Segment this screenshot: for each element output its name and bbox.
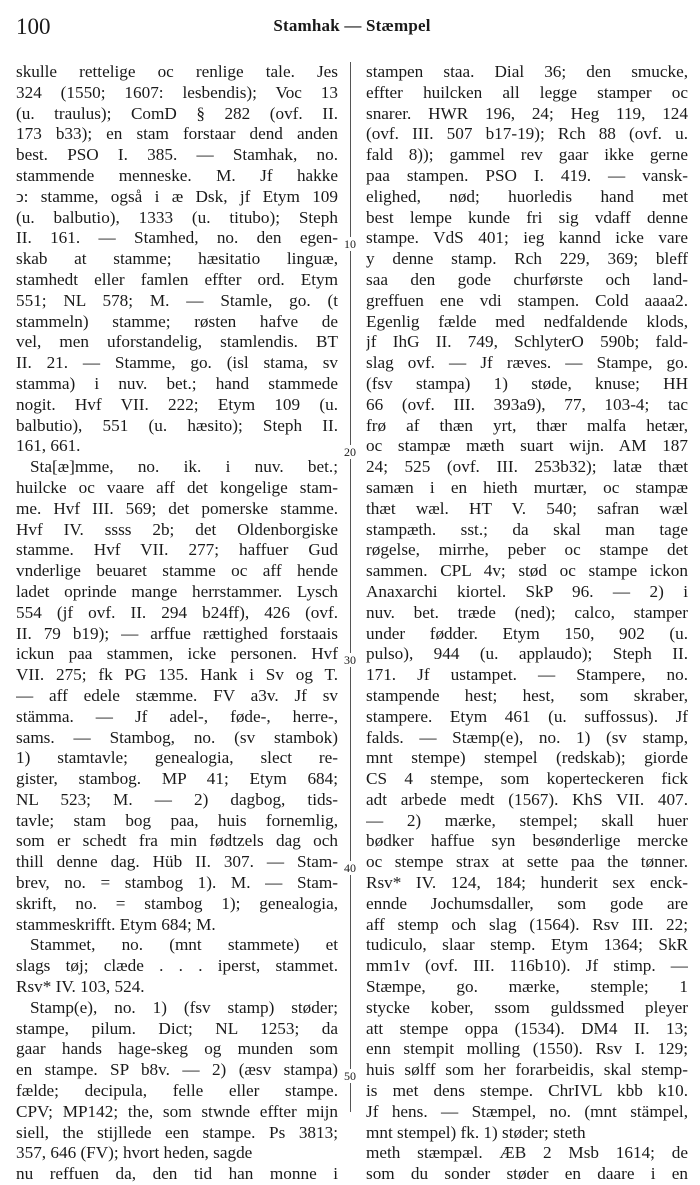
text-line: me. Hvf III. 569; det pomerske stamme. [16, 498, 338, 518]
text-line: II. 161. — Stamhed, no. den egen- [16, 228, 338, 248]
text-line: skab at stamme; hæsitatio linguæ, [16, 249, 338, 269]
right-column [366, 62, 688, 1185]
text-line: skrift, no. = stambog 1); genealogia, [16, 893, 338, 913]
text-line: Rsv* IV. 103, 524. [16, 977, 145, 997]
text-line: Egenlig fælde med nedfaldende klods, [366, 311, 688, 331]
text-line: — 2) mærke, stempel; skall huer [366, 810, 688, 830]
text-line: huilcke oc vaare aff det kongelige stam- [16, 477, 338, 497]
column-rule [350, 62, 351, 1112]
line-number-30: 30 [341, 653, 359, 667]
text-line: stammende menneske. M. Jf hakke [16, 165, 338, 185]
text-line: stamma) i nuv. bet.; hand stammede [16, 373, 338, 393]
text-line: best. PSO I. 385. — Stamhak, no. [16, 145, 338, 165]
text-line: røgelse, mirrhe, peber oc stampe det [366, 540, 688, 560]
text-line: fald 8)); gammel rev gaar ikke gerne [366, 145, 688, 165]
text-line: ickun paa stammen, icke personen. Hvf [16, 644, 338, 664]
text-line: oc stempe strax at sette paa the tønner. [366, 852, 688, 872]
text-line: stammeskrifft. Etym 684; M. [16, 914, 216, 934]
text-line: ennde Jochumsdaller, som gode are [366, 893, 688, 913]
text-line: Anaxarchi kiortel. SkP 96. — 2) i [366, 581, 688, 601]
text-line: aff stemp och slag (1564). Rsv III. 22; [366, 914, 688, 934]
text-line: sams. — Stambog, no. (sv stambok) [16, 727, 338, 747]
text-line: thill denne dag. Hüb II. 307. — Stam- [16, 852, 338, 872]
text-line: gister, stambog. MP 41; Etym 684; [16, 769, 338, 789]
text-line: II. 21. — Stamme, go. (isl stama, sv [16, 353, 338, 373]
text-line: adt arbede medt (1567). KhS VII. 407. [366, 789, 688, 809]
text-line: under fødder. Etym 150, 902 (u. [366, 623, 688, 643]
text-line: 357, 646 (FV); hvort heden, sagde [16, 1143, 253, 1163]
page-number: 100 [16, 14, 51, 39]
left-column [16, 62, 338, 1185]
text-line: mnt stempe) stempel (redskab); giorde [366, 748, 688, 768]
text-line: bødker haffue syn besønderlige mercke [366, 831, 688, 851]
text-line: som du sonder støder en daare i en [366, 1164, 688, 1184]
text-line: nu reffuen da, den tid han monne i [16, 1164, 338, 1184]
text-line: stämma. — Jf adel-, føde-, herre-, [16, 706, 338, 726]
text-line: slags tøj; clæde . . . iperst, stammet. [16, 956, 338, 976]
line-number-20: 20 [341, 445, 359, 459]
text-line: 551; NL 578; M. — Stamle, go. (t [16, 290, 338, 310]
text-line: mm1v (ovf. III. 116b10). Jf stimp. — [366, 956, 688, 976]
text-line: snarer. HWR 196, 24; Heg 119, 124 [366, 103, 688, 123]
text-line: elighed, nød; huorledis hand met [366, 186, 688, 206]
text-line: VII. 275; fk PG 135. Hank i Sv og T. [16, 665, 338, 685]
line-number-10: 10 [341, 237, 359, 251]
text-line: en stampe. SP b8v. — 2) (æsv stampa) [16, 1060, 338, 1080]
text-line: thæt wæl. HT V. 540; safran wæl [366, 498, 688, 518]
text-line: stampende hest; hest, som skraber, [366, 685, 688, 705]
text-line: gaar hands hage-skeg og munden som [16, 1039, 338, 1059]
text-line: frø af thæn yrt, thær malfa hetær, [366, 415, 688, 435]
text-line: is met dens stempe. ChrIVL kbb k10. [366, 1081, 688, 1101]
text-line: 161, 661. [16, 436, 81, 456]
text-line: 171. Jf ustampet. — Stampere, no. [366, 665, 688, 685]
text-line: brev, no. = stambog 1). M. — Stam- [16, 873, 338, 893]
text-line: NL 523; M. — 2) dagbog, tids- [16, 789, 338, 809]
text-line: falds. — Stæmp(e), no. 1) (sv stamp, [366, 727, 688, 747]
text-line: att stempe oppa (1534). DM4 II. 13; [366, 1018, 688, 1038]
text-line: nogit. Hvf VII. 222; Etym 109 (u. [16, 394, 338, 414]
text-line: 66 (ovf. III. 393a9), 77, 103-4; tac [366, 394, 688, 414]
text-line: ladet oprinde mange herrstammer. Lysch [16, 581, 338, 601]
text-line: tudiculo, slaar stemp. Etym 1364; SkR [366, 935, 688, 955]
text-line: saa den gode churførste och land- [366, 269, 688, 289]
text-line: Stæmpe, go. mærke, stemple; 1 [366, 977, 688, 997]
line-number-40: 40 [341, 861, 359, 875]
text-line: ↄ: stamme, også i æ Dsk, jf Etym 109 [16, 186, 338, 206]
text-line: vnderlige beuaret stamme oc aff hende [16, 561, 338, 581]
text-line: Stamp(e), no. 1) (fsv stamp) støder; [30, 997, 338, 1017]
text-line: stampere. Etym 461 (u. suffossus). Jf [366, 706, 688, 726]
text-line: Rsv* IV. 124, 184; hunderit sex enck- [366, 873, 688, 893]
text-line: 324 (1550; 1607: lesbendis); Voc 13 [16, 82, 338, 102]
page-header [16, 14, 688, 40]
text-line: stamhedt eller famlen effter ord. Etym [16, 269, 338, 289]
text-line: stampen staa. Dial 36; den smucke, [366, 62, 688, 81]
text-line: effter huilcken all legge stamper oc [366, 82, 688, 102]
text-line: 24; 525 (ovf. III. 253b32); latæ thæt [366, 457, 688, 477]
text-line: Stammet, no. (mnt stammete) et [30, 935, 338, 955]
text-line: paa stampen. PSO I. 419. — vansk- [366, 165, 688, 185]
text-line: Sta[æ]mme, no. ik. i nuv. bet.; [30, 457, 338, 477]
text-line: slag ovf. — Jf ræves. — Stampe, go. [366, 353, 688, 373]
text-line: pulso), 944 (u. applaudo); Steph II. [366, 644, 688, 664]
text-line: stycke kober, ssom guldssmed pleyer [366, 997, 688, 1017]
text-line: skulle rettelige oc renlige tale. Jes [16, 62, 338, 81]
text-line: meth stæmpæl. ÆB 2 Msb 1614; de [366, 1143, 688, 1163]
text-line: vel, men uforstandelig, stamlendis. BT [16, 332, 338, 352]
text-line: 1) stamtavle; genealogia, slect re- [16, 748, 338, 768]
text-line: Jf hens. — Stæmpel, no. (mnt stämpel, [366, 1101, 688, 1121]
text-line: — aff edele stæmme. FV a3v. Jf sv [16, 685, 338, 705]
text-line: (u. balbutio), 1333 (u. titubo); Steph [16, 207, 338, 227]
text-line: Hvf IV. ssss 2b; det Oldenborgiske [16, 519, 338, 539]
text-line: best lempe kunde fri sig vdaff denne [366, 207, 688, 227]
text-line: stampe. VdS 401; ieg kannd icke vare [366, 228, 688, 248]
text-line: siell, the stijllede een stampe. Ps 3813; [16, 1122, 338, 1142]
text-line: nuv. bet. træde (ned); calco, stamper [366, 602, 688, 622]
text-line: mnt stempel) fk. 1) støder; steth [366, 1122, 586, 1142]
text-line: CS 4 stempe, som koperteckeren fick [366, 769, 688, 789]
text-line: tavle; stam bog paa, huis fornemlig, [16, 810, 338, 830]
text-line: (ovf. III. 507 b17-19); Rch 88 (ovf. u. [366, 124, 688, 144]
text-line: oc stampæ mæth suart wijn. AM 187 [366, 436, 688, 456]
text-line: sammen. CPL 4v; stød oc stampe ickon [366, 561, 688, 581]
text-line: (u. traulus); ComD § 282 (ovf. II. [16, 103, 338, 123]
text-line: 554 (jf ovf. II. 294 b24ff), 426 (ovf. [16, 602, 338, 622]
text-line: y denne stamp. Rch 229, 369; bleff [366, 249, 688, 269]
text-line: 173 b33); en stam forstaar dend anden [16, 124, 338, 144]
text-line: balbutio), 551 (u. hæsito); Steph II. [16, 415, 338, 435]
text-line: greffuen ene vdi stampen. Cold aaaa2. [366, 290, 688, 310]
text-line: (fsv stampa) 1) støde, knuse; HH [366, 373, 688, 393]
text-line: stamme. Hvf VII. 277; haffuer Gud [16, 540, 338, 560]
text-line: som er schedt fra min fødtzels dag och [16, 831, 338, 851]
text-line: stampæth. sst.; da skal man tage [366, 519, 688, 539]
text-line: enn stempit molling (1550). Rsv I. 129; [366, 1039, 688, 1059]
text-line: stammeln) stamme; røsten hafve de [16, 311, 338, 331]
text-line: huis sølff som her forarbeidis, skal stemp- [366, 1060, 688, 1080]
text-line: CPV; MP142; the, som stwnde effter mijn [16, 1101, 338, 1121]
running-head: Stamhak — Stæmpel [273, 16, 431, 35]
text-line: II. 79 b19); — arffue rættighed forstaais [16, 623, 338, 643]
text-line: fælde; decipula, felle eller stampe. [16, 1081, 338, 1101]
text-line: stampe, pilum. Dict; NL 1253; da [16, 1018, 338, 1038]
line-number-50: 50 [341, 1069, 359, 1083]
text-line: samæn i en hieth murtær, oc stampæ [366, 477, 688, 497]
text-line: jf IhG II. 749, SchlyterO 590b; fald- [366, 332, 688, 352]
